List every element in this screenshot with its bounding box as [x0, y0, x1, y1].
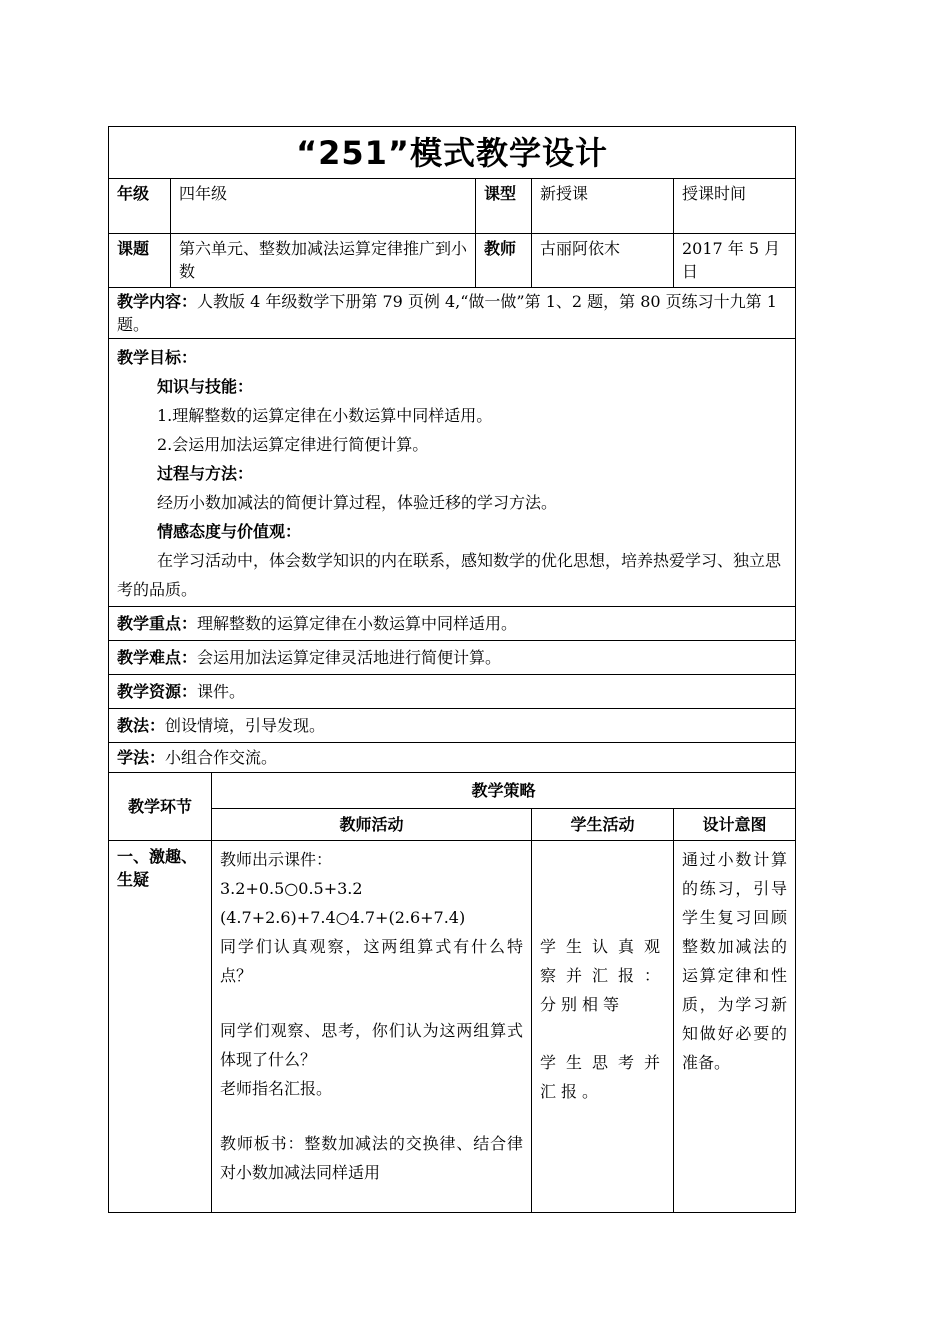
teaching-method-text: 创设情境，引导发现。	[165, 716, 326, 735]
student-activity-header: 学生活动	[532, 809, 674, 841]
strategy-header: 教学策略	[212, 773, 796, 809]
topic-row	[109, 234, 796, 288]
teacher-line-6: 同学们观察、思考，你们认为这两组算式体现了什么？	[220, 1021, 523, 1069]
resources-label: 教学资源：	[117, 682, 198, 701]
type-value: 新授课	[532, 179, 674, 234]
stage-header: 教学环节	[109, 773, 212, 841]
date-value: 2017 年 5 月 日	[674, 234, 796, 288]
process-text: 经历小数加减法的简便计算过程，体验迁移的学习方法。	[157, 493, 558, 512]
teacher-activity-header: 教师活动	[212, 809, 532, 841]
teacher-line-2: 3.2+0.5○0.5+3.2	[220, 879, 363, 898]
design-intent-header: 设计意图	[674, 809, 796, 841]
time-label: 授课时间	[674, 179, 796, 234]
grade-value: 四年级	[171, 179, 476, 234]
student-activity-2: 学生思考并汇报。	[540, 1053, 665, 1101]
teacher-line-1: 教师出示课件：	[220, 850, 333, 869]
emotion-label: 情感态度与价值观：	[157, 522, 302, 541]
stage-1-name: 一、激趣、生疑	[109, 841, 212, 1213]
learning-method-label: 学法：	[117, 748, 166, 767]
teacher-line-9: 教师板书：整数加减法的交换律、结合律对小数加减法同样适用	[220, 1134, 523, 1182]
teacher-value: 古丽阿依木	[532, 234, 674, 288]
learning-method-row	[109, 743, 796, 773]
teaching-method-row	[109, 709, 796, 743]
content-label: 教学内容：	[117, 292, 198, 311]
strategy-header-row	[109, 773, 796, 809]
key-point-row	[109, 607, 796, 641]
teacher-line-3: (4.7+2.6)+7.4○4.7+(2.6+7.4)	[220, 908, 466, 927]
learning-method-text: 小组合作交流。	[165, 748, 278, 767]
objectives-label: 教学目标：	[117, 348, 198, 367]
student-activity-1: 学生认真观察并汇报：分别相等	[540, 937, 665, 1014]
resources-text: 课件。	[197, 682, 246, 701]
page-title: “251”模式教学设计	[109, 127, 796, 179]
strategy-subheader-row	[109, 809, 796, 841]
difficulty-label: 教学难点：	[117, 648, 198, 667]
key-point-label: 教学重点：	[117, 614, 198, 633]
grade-row	[109, 179, 796, 234]
stage-1-row	[109, 841, 796, 1213]
grade-label: 年级	[109, 179, 171, 234]
teaching-method-label: 教法：	[117, 716, 166, 735]
lesson-plan-table	[108, 126, 796, 1213]
teacher-line-4: 同学们认真观察，这两组算式有什么特点？	[220, 937, 523, 985]
content-row	[109, 288, 796, 339]
objectives-row	[109, 339, 796, 607]
knowledge-item-1: 1.理解整数的运算定律在小数运算中同样适用。	[157, 406, 493, 425]
type-label: 课型	[476, 179, 532, 234]
teacher-line-7: 老师指名汇报。	[220, 1079, 333, 1098]
teacher-label: 教师	[476, 234, 532, 288]
difficulty-row	[109, 641, 796, 675]
topic-value: 第六单元、整数加减法运算定律推广到小数	[171, 234, 476, 288]
teacher-line-5	[220, 990, 523, 1016]
resources-row	[109, 675, 796, 709]
lesson-plan-document	[108, 126, 795, 1213]
design-intent-text: 通过小数计算的练习，引导学生复习回顾整数加减法的运算定律和性质，为学习新知做好必要的准备。	[682, 850, 788, 1072]
key-point-text: 理解整数的运算定律在小数运算中同样适用。	[197, 614, 518, 633]
emotion-text: 在学习活动中，体会数学知识的内在联系，感知数学的优化思想，培养热爱学习、独立思考的品质。	[117, 551, 782, 599]
teacher-line-8	[220, 1103, 523, 1129]
knowledge-label: 知识与技能：	[157, 377, 254, 396]
knowledge-item-2: 2.会运用加法运算定律进行简便计算。	[157, 435, 429, 454]
process-label: 过程与方法：	[157, 464, 254, 483]
content-text: 人教版 4 年级数学下册第 79 页例 4,“做一做”第 1、2 题，第 80 页练习十九第 1 题。	[117, 292, 777, 334]
difficulty-text: 会运用加法运算定律灵活地进行简便计算。	[197, 648, 502, 667]
topic-label: 课题	[109, 234, 171, 288]
title-row	[109, 127, 796, 179]
